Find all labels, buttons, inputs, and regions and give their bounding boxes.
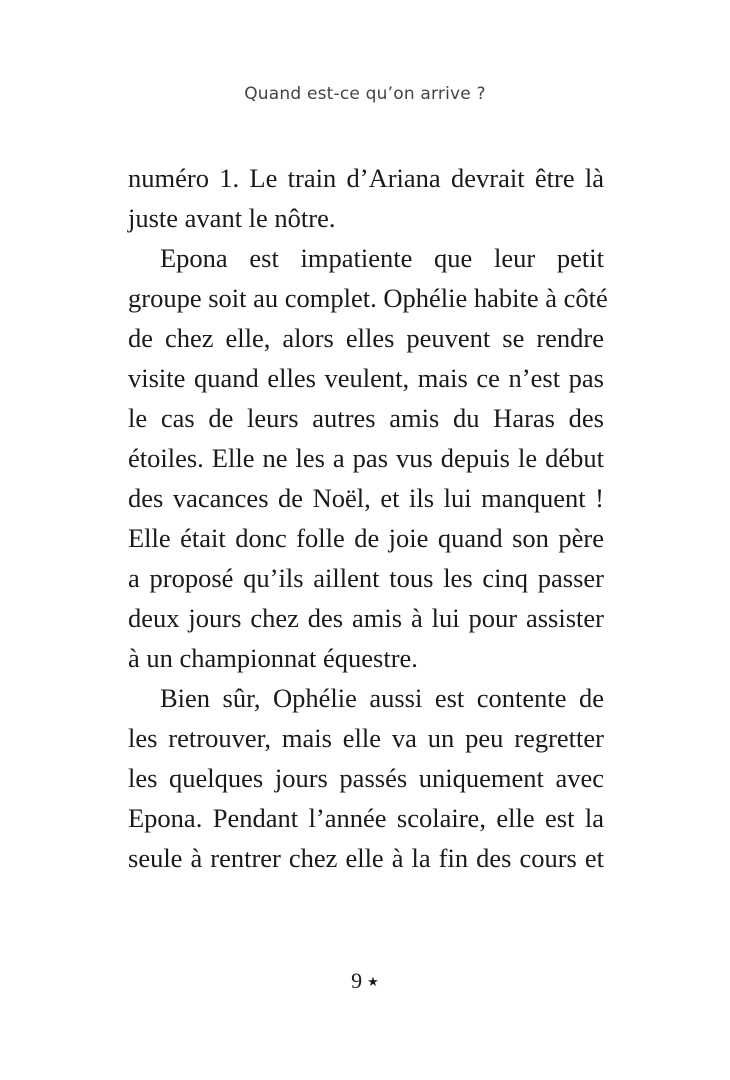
text-line: groupe soit au complet. Ophélie habite à côté (128, 283, 608, 313)
text-line: Elle était donc folle de joie quand son père (128, 523, 604, 553)
text-line: à un championnat équestre. (128, 643, 418, 673)
page-number (0, 968, 730, 994)
text-line: les quelques jours passés uniquement avec (128, 763, 604, 793)
star-icon: ★ (367, 974, 379, 989)
text-line: le cas de leurs autres amis du Haras des (128, 403, 604, 433)
text-line: deux jours chez des amis à lui pour assister (128, 603, 604, 633)
text-line: étoiles. Elle ne les a pas vus depuis le début (128, 443, 604, 473)
text-line: seule à rentrer chez elle à la fin des cours et (128, 843, 604, 873)
text-line: numéro 1. Le train d’Ariana devrait être là (128, 163, 604, 193)
text-line: des vacances de Noël, et ils lui manquent ! (128, 483, 604, 513)
text-line: Bien sûr, Ophélie aussi est contente de (160, 683, 604, 713)
text-line: Epona. Pendant l’année scolaire, elle est la (128, 803, 604, 833)
text-line: visite quand elles veulent, mais ce n’est pas (128, 363, 604, 393)
text-line: Epona est impatiente que leur petit (160, 243, 604, 273)
text-line: les retrouver, mais elle va un peu regretter (128, 723, 604, 753)
body-text (128, 158, 608, 878)
text-line: juste avant le nôtre. (128, 203, 336, 233)
text-line: de chez elle, alors elles peuvent se rendre (128, 323, 604, 353)
text-line: a proposé qu’ils aillent tous les cinq passer (128, 563, 604, 593)
running-head: Quand est-ce qu’on arrive ? (244, 84, 486, 104)
page-number-text: 9 (351, 968, 363, 993)
